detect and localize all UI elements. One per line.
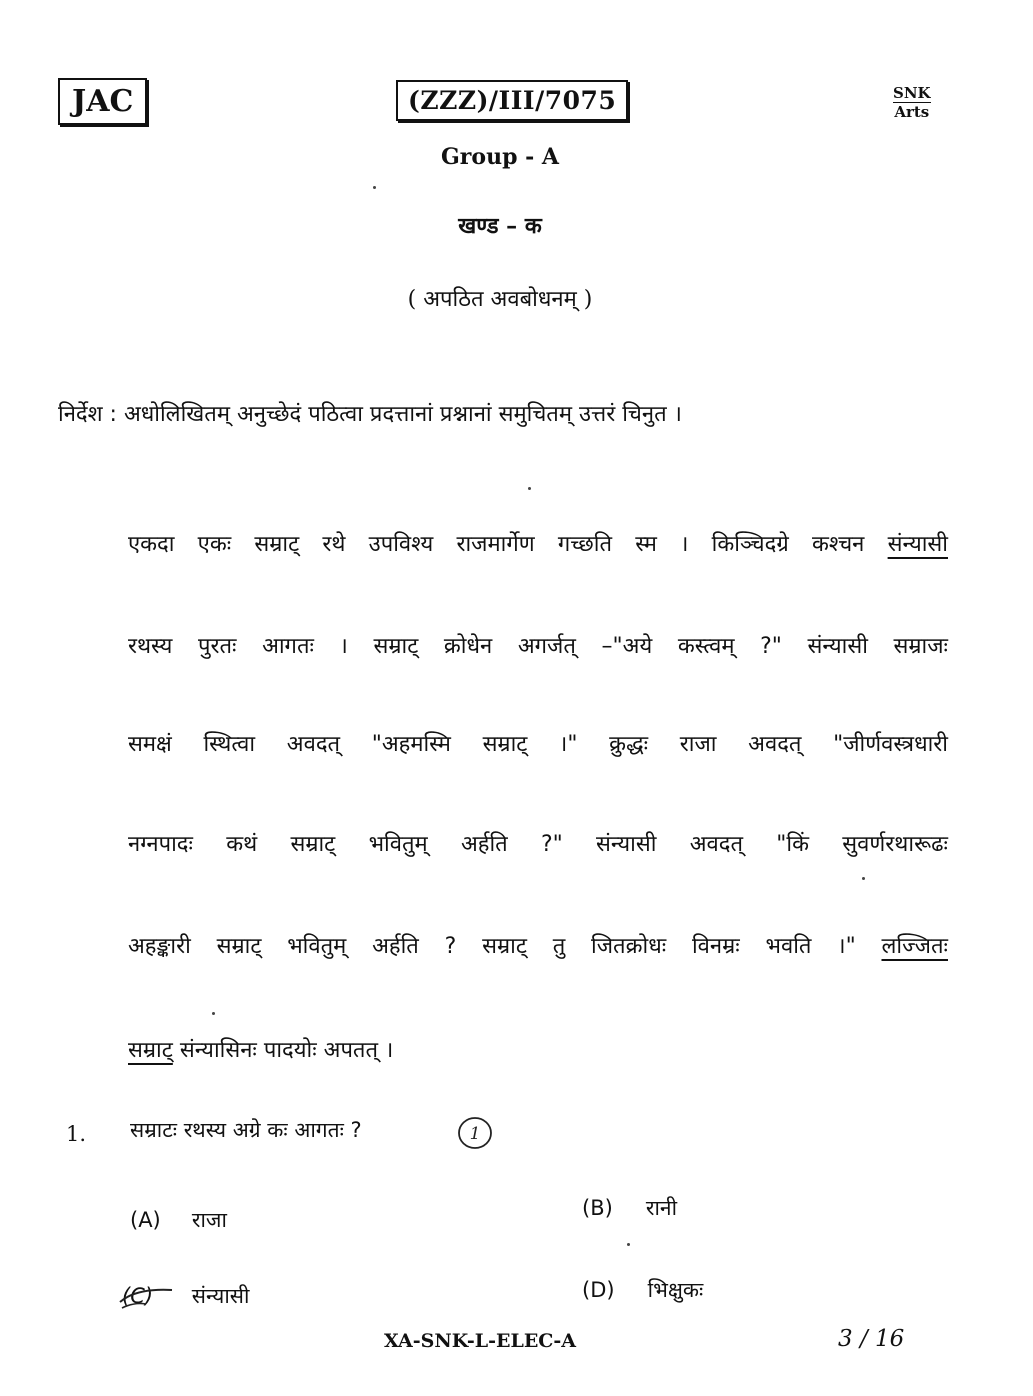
speck	[528, 487, 531, 490]
option-text: राजा	[191, 1208, 227, 1232]
passage-line-3: समक्षं स्थित्वा अवदत् "अहमस्मि सम्राट् ।" क्रुद्धः राजा अवदत् "जीर्णवस्त्रधारी	[128, 732, 948, 757]
instruction-text: निर्देश : अधोलिखितम् अनुच्छेदं पठित्वा प्रदत्तानां प्रश्नानां समुचितम् उत्तरं चिनुत ।	[58, 402, 682, 427]
speck	[212, 1012, 215, 1015]
option-text: भिक्षुकः	[647, 1278, 704, 1302]
passage-text: अहङ्कारी सम्राट् भवितुम् अर्हति ? सम्राट् तु जितक्रोधः विनम्रः भवति ।"	[128, 934, 882, 959]
option-c[interactable]	[122, 1282, 249, 1310]
option-d[interactable]	[582, 1276, 703, 1304]
option-label-struck: (C)	[122, 1284, 160, 1308]
board-logo: JAC	[58, 78, 147, 125]
stream-label: Arts	[894, 103, 930, 121]
speck	[862, 877, 865, 880]
marks-note: 1	[469, 1124, 481, 1144]
passage-line-6	[128, 1034, 393, 1064]
option-label: (A)	[130, 1208, 161, 1232]
subject-code: SNK	[893, 84, 931, 102]
passage-line-4: नग्नपादः कथं सम्राट् भवितुम् अर्हति ?" संन्यासी अवदत् "किं सुवर्णरथारूढः	[128, 832, 948, 857]
option-b[interactable]	[582, 1194, 677, 1222]
section-title: ( अपठित अवबोधनम् )	[407, 287, 593, 312]
underlined-word: सम्राट्	[128, 1038, 173, 1063]
underlined-word: संन्यासी	[887, 532, 948, 557]
paper-code: (ZZZ)/III/7075	[396, 80, 628, 121]
option-text: संन्यासी	[191, 1284, 250, 1308]
footer-code: XA-SNK-L-ELEC-A	[383, 1330, 577, 1352]
speck	[373, 186, 376, 189]
question-text: सम्राटः रथस्य अग्रे कः आगतः ?	[130, 1118, 362, 1142]
page-number: 3 / 16	[838, 1326, 905, 1352]
option-a[interactable]	[130, 1206, 227, 1234]
khanda-heading: खण्ड – क	[458, 213, 542, 239]
option-text: रानी	[645, 1196, 678, 1220]
subject-stream	[893, 84, 931, 121]
question-number: 1.	[66, 1122, 87, 1146]
passage-line-2: रथस्य पुरतः आगतः । सम्राट् क्रोधेन अगर्जत् –"अये कस्त्वम् ?" संन्यासी सम्राजः	[128, 634, 948, 659]
passage-line-1	[128, 528, 948, 558]
option-label: (B)	[582, 1196, 613, 1220]
passage-line-5	[128, 930, 948, 960]
handwritten-marks-circle	[456, 1114, 494, 1150]
group-heading: Group - A	[441, 144, 559, 170]
option-label: (D)	[582, 1278, 615, 1302]
passage-text: संन्यासिनः पादयोः अपतत् ।	[172, 1038, 394, 1063]
speck	[627, 1243, 630, 1246]
handwritten-tick-icon	[116, 1282, 176, 1312]
underlined-word: लज्जितः	[881, 934, 948, 959]
passage-text: एकदा एकः सम्राट् रथे उपविश्य राजमार्गेण गच्छति स्म । किञ्चिदग्रे कश्चन	[128, 532, 888, 557]
